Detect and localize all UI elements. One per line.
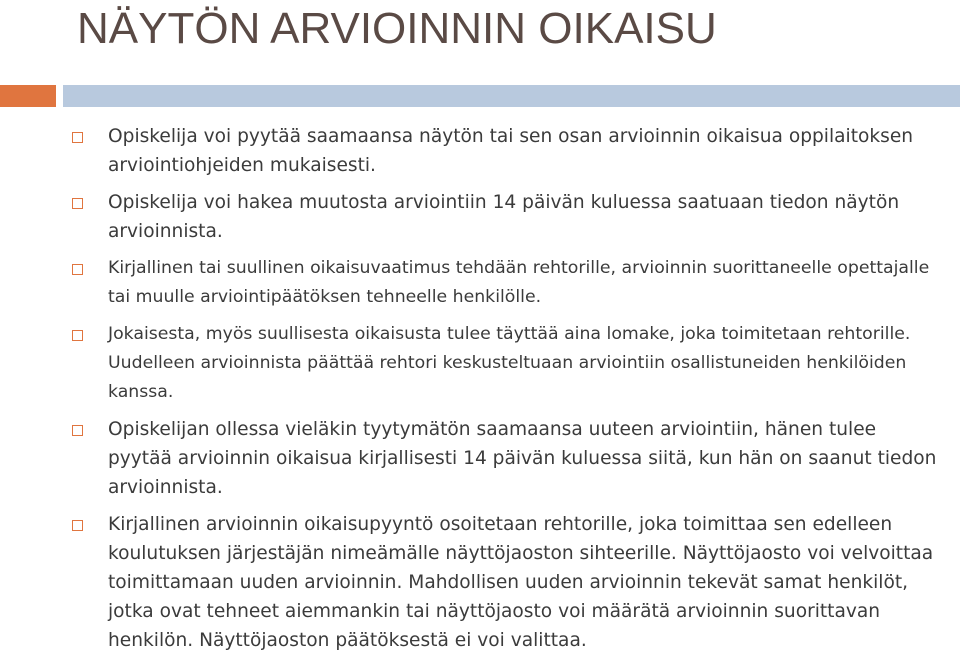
slide-title: NÄYTÖN ARVIOINNIN OIKAISU [77, 4, 717, 53]
hollow-square-icon [72, 330, 83, 341]
bullet-text: Opiskelija voi hakea muutosta arviointiin 14 päivän kuluessa saatuaan tiedon näytön arvioinnista. [108, 192, 900, 242]
bullet-item-4 [0, 320, 960, 407]
hollow-square-icon [72, 425, 83, 436]
bullet-item-1 [0, 122, 960, 180]
hollow-square-icon [72, 264, 83, 275]
bullet-text: Opiskelija voi pyytää saamaansa näytön tai sen osan arvioinnin oikaisua oppilaitoksen arviointiohjeiden mukaisesti. [108, 126, 914, 176]
bullet-text: Kirjallinen tai suullinen oikaisuvaatimus tehdään rehtorille, arvioinnin suorittaneelle opettajalle tai muulle arviointipäätöksen tehneelle henkilölle. [108, 258, 930, 307]
bullet-item-3 [0, 254, 960, 312]
bullet-text: Opiskelijan ollessa vieläkin tyytymätön saamaansa uuteen arviointiin, hänen tulee pyytää arvioinnin oikaisua kirjallisesti 14 päivän kuluessa siitä, kun hän on saanut tiedon arvioinnista. [108, 419, 937, 498]
title-accent-bar [0, 85, 56, 107]
hollow-square-icon [72, 520, 83, 531]
bullet-list [0, 122, 960, 663]
bullet-text: Kirjallinen arvioinnin oikaisupyyntö osoitetaan rehtorille, joka toimittaa sen edelleen koulutuksen järjestäjän nimeämälle näyttöjaoston sihteerille. Näyttöjaosto voi velvoittaa toimittamaan uuden arvioinnin. Mahdollisen uuden arvioinnin tekevät samat henkilöt, jotka ovat tehneet aiemmankin tai näyttöjaosto voi määrätä arvioinnin suorittavan henkilön. Näyttöjaoston päätöksestä ei voi valittaa. [108, 514, 934, 651]
bullet-item-5 [0, 415, 960, 502]
hollow-square-icon [72, 132, 83, 143]
hollow-square-icon [72, 198, 83, 209]
bullet-item-6 [0, 510, 960, 655]
title-underline-bar [63, 85, 960, 107]
bullet-text: Jokaisesta, myös suullisesta oikaisusta tulee täyttää aina lomake, joka toimitetaan rehtorille. Uudelleen arvioinnista päättää rehtori keskusteltuaan arviointiin osallistuneiden henkilöiden kanssa. [108, 324, 911, 402]
bullet-item-2 [0, 188, 960, 246]
